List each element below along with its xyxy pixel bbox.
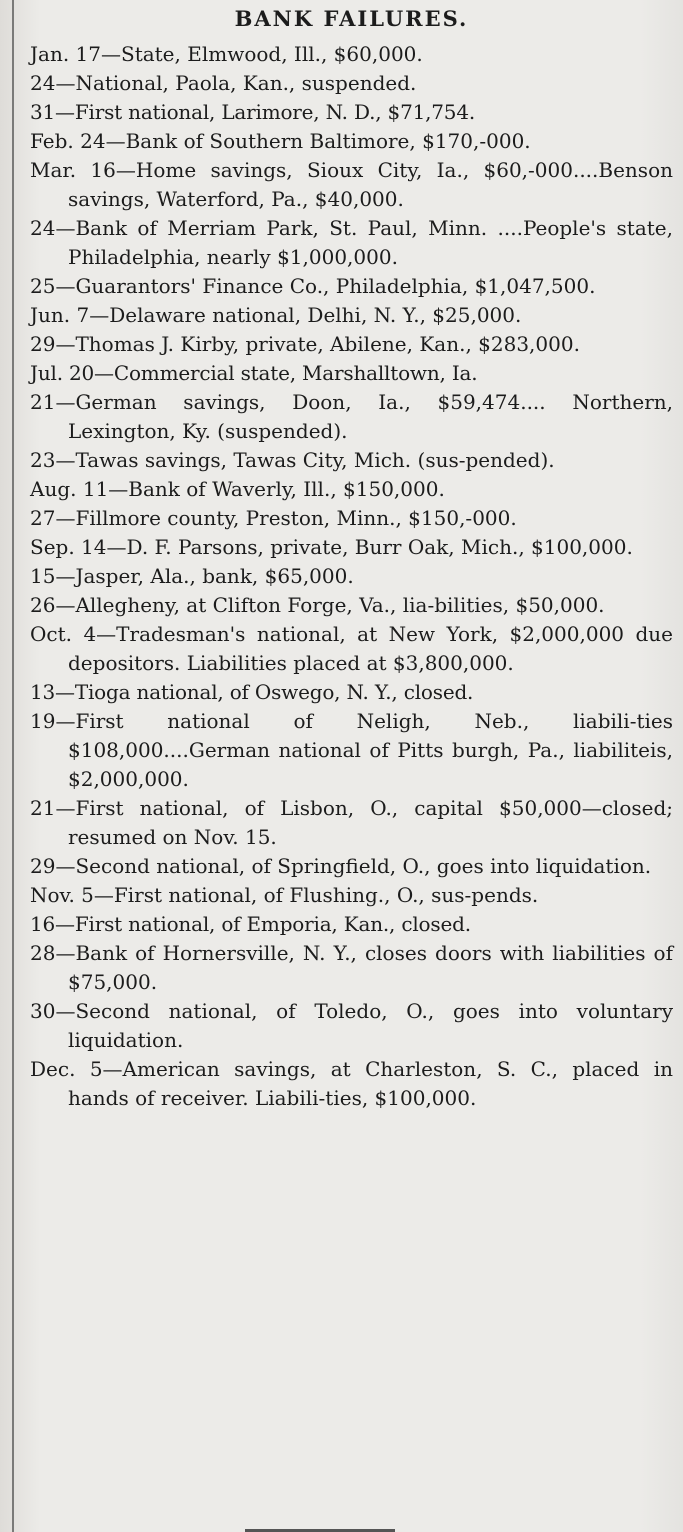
list-item: 30—Second national, of Toledo, O., goes into voluntary liquidation. <box>30 999 673 1052</box>
list-item: 29—Thomas J. Kirby, private, Abilene, Kan., $283,000. <box>30 332 580 356</box>
list-item: 13—Tioga national, of Oswego, N. Y., closed. <box>30 680 474 704</box>
list-item: 23—Tawas savings, Tawas City, Mich. (sus-pended). <box>30 448 555 472</box>
list-item: 25—Guarantors' Finance Co., Philadelphia, $1,047,500. <box>30 274 596 298</box>
list-item: 21—German savings, Doon, Ia., $59,474.... Northern, Lexington, Ky. (suspended). <box>30 390 673 443</box>
list-item: Oct. 4—Tradesman's national, at New York, $2,000,000 due depositors. Liabilities placed at $3,800,000. <box>30 622 673 675</box>
column-title: BANK FAILURES. <box>234 6 469 31</box>
list-item: 29—Second national, of Springfield, O., goes into liquidation. <box>30 854 652 878</box>
bank-failure-list <box>30 40 673 1113</box>
list-item: Jun. 7—Delaware national, Delhi, N. Y., $25,000. <box>30 303 522 327</box>
list-item: 31—First national, Larimore, N. D., $71,754. <box>30 100 476 124</box>
column-rule <box>12 0 14 1532</box>
list-item: 21—First national, of Lisbon, O., capital $50,000—closed; resumed on Nov. 15. <box>30 796 673 849</box>
list-item: Nov. 5—First national, of Flushing., O., sus-pends. <box>30 883 539 907</box>
list-item: 24—Bank of Merriam Park, St. Paul, Minn. ....People's state, Philadelphia, nearly $1,000,000. <box>30 216 673 269</box>
list-item: 15—Jasper, Ala., bank, $65,000. <box>30 564 354 588</box>
list-item: 24—National, Paola, Kan., suspended. <box>30 71 417 95</box>
list-item: Jan. 17—State, Elmwood, Ill., $60,000. <box>30 42 423 66</box>
list-item: Mar. 16—Home savings, Sioux City, Ia., $60,-000....Benson savings, Waterford, Pa., $40,000. <box>30 158 673 211</box>
list-item: 19—First national of Neligh, Neb., liabili-ties $108,000....German national of Pitts burgh, Pa., liabiliteis, $2,000,000. <box>30 709 673 791</box>
list-item: 16—First national, of Emporia, Kan., closed. <box>30 912 471 936</box>
list-item: 26—Allegheny, at Clifton Forge, Va., lia-bilities, $50,000. <box>30 593 605 617</box>
list-item: Jul. 20—Commercial state, Marshalltown, Ia. <box>30 361 478 385</box>
list-item: Dec. 5—American savings, at Charleston, S. C., placed in hands of receiver. Liabili-ties, $100,000. <box>30 1057 673 1110</box>
list-item: Sep. 14—D. F. Parsons, private, Burr Oak, Mich., $100,000. <box>30 535 633 559</box>
list-item: 28—Bank of Hornersville, N. Y., closes doors with liabilities of $75,000. <box>30 941 673 994</box>
list-item: Aug. 11—Bank of Waverly, Ill., $150,000. <box>30 477 445 501</box>
list-item: Feb. 24—Bank of Southern Baltimore, $170,-000. <box>30 129 531 153</box>
list-item: 27—Fillmore county, Preston, Minn., $150,-000. <box>30 506 517 530</box>
